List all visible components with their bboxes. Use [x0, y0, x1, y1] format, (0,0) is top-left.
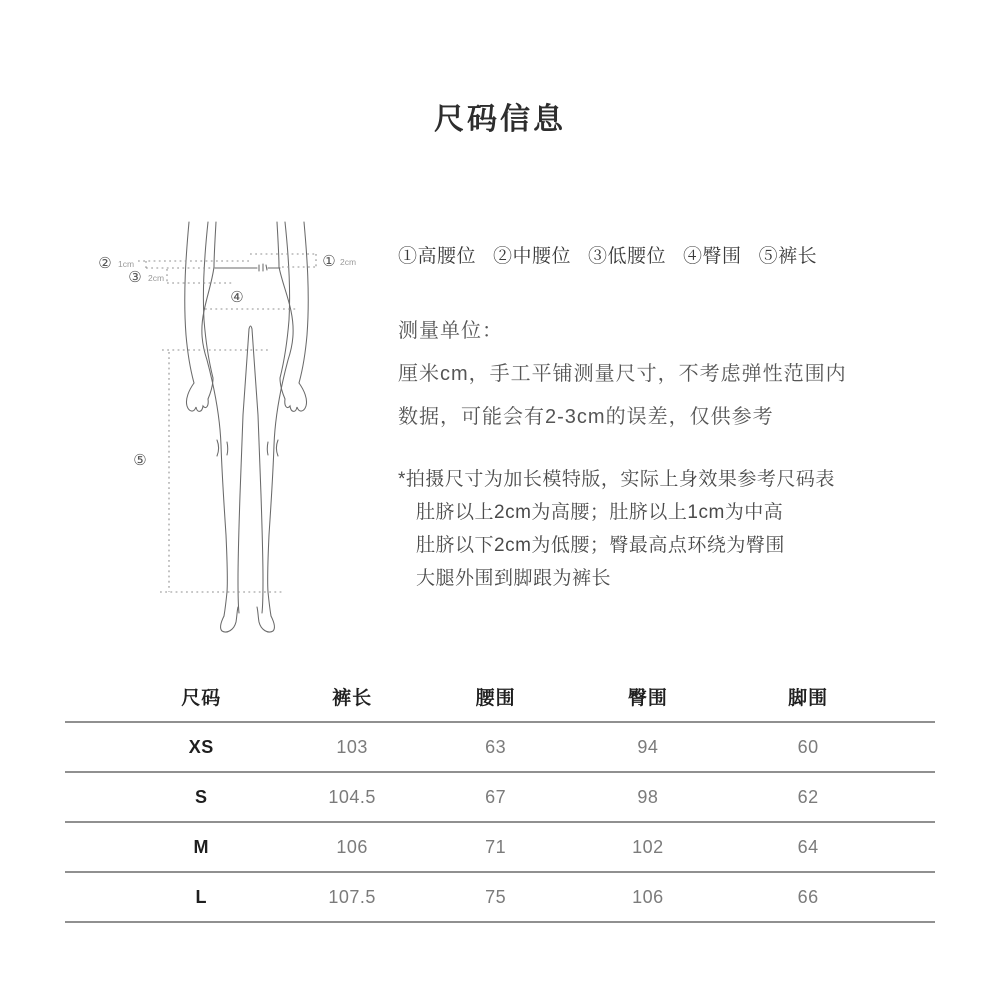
note-line: 大腿外围到脚跟为裤长 — [416, 568, 612, 589]
marker-4-hip-icon: ④ — [230, 289, 244, 306]
note-line: 肚脐以上2cm为高腰；肚脐以上1cm为中高 — [416, 502, 784, 523]
col-header-pants-length: 裤长 — [332, 688, 373, 709]
measurement-unit-block — [398, 310, 918, 439]
size-label: M — [193, 836, 209, 857]
legend-item-pants-length: ⑤裤长 — [758, 246, 818, 267]
marker-2-note: 1cm — [118, 259, 135, 269]
value-cell: 106 — [632, 886, 664, 907]
value-cell: 98 — [637, 786, 659, 807]
value-cell: 63 — [485, 736, 507, 757]
table-row — [65, 722, 935, 772]
page-title: 尺码信息 — [434, 103, 566, 136]
description-column — [398, 241, 918, 595]
col-header-hip: 臀围 — [627, 688, 668, 709]
value-cell: 104.5 — [328, 786, 376, 807]
legend-item-high-waist: ①高腰位 — [398, 246, 477, 267]
value-cell: 107.5 — [328, 886, 376, 907]
legend-item-mid-waist: ②中腰位 — [493, 246, 572, 267]
value-cell: 103 — [336, 736, 368, 757]
value-cell: 66 — [797, 886, 819, 907]
size-label: L — [195, 886, 207, 907]
size-chart-table — [65, 672, 935, 923]
col-header-size: 尺码 — [181, 688, 222, 709]
marker-5-pants-length-icon: ⑤ — [133, 452, 147, 469]
table-header-row — [65, 672, 935, 722]
value-cell: 75 — [485, 886, 507, 907]
value-cell: 94 — [637, 736, 659, 757]
value-cell: 64 — [797, 836, 819, 857]
marker-2-mid-waist-icon: ② — [98, 255, 112, 272]
note-line: 肚脐以下2cm为低腰；臀最高点环绕为臀围 — [416, 535, 785, 556]
value-cell: 62 — [797, 786, 819, 807]
body-measurement-diagram — [85, 215, 415, 665]
col-header-waist: 腰围 — [475, 688, 516, 709]
value-cell: 106 — [336, 836, 368, 857]
value-cell: 102 — [632, 836, 664, 857]
value-cell: 60 — [797, 736, 819, 757]
marker-1-note: 2cm — [340, 257, 357, 267]
value-cell: 67 — [485, 786, 507, 807]
table-row — [65, 872, 935, 922]
marker-legend — [398, 241, 918, 268]
legend-item-low-waist: ③低腰位 — [588, 246, 667, 267]
table-row — [65, 822, 935, 872]
size-label: XS — [188, 736, 214, 757]
size-label: S — [194, 786, 208, 807]
measurement-unit-line: 厘米cm，手工平铺测量尺寸，不考虑弹性范围内 — [398, 363, 847, 385]
col-header-leg-opening: 脚围 — [788, 688, 829, 709]
fit-notes-block — [398, 463, 918, 595]
marker-1-high-waist-icon: ① — [322, 253, 336, 270]
table-row — [65, 772, 935, 822]
value-cell: 71 — [485, 836, 507, 857]
measurement-unit-line: 数据，可能会有2-3cm的误差，仅供参考 — [398, 406, 774, 428]
body-sketch — [185, 222, 308, 632]
legend-item-hip: ④臀围 — [683, 246, 742, 267]
note-line: *拍摄尺寸为加长模特版，实际上身效果参考尺码表 — [398, 469, 835, 490]
marker-3-low-waist-icon: ③ — [128, 269, 142, 286]
marker-3-note: 2cm — [148, 273, 165, 283]
measurement-unit-heading: 测量单位： — [398, 320, 503, 342]
marker-labels — [98, 253, 356, 469]
